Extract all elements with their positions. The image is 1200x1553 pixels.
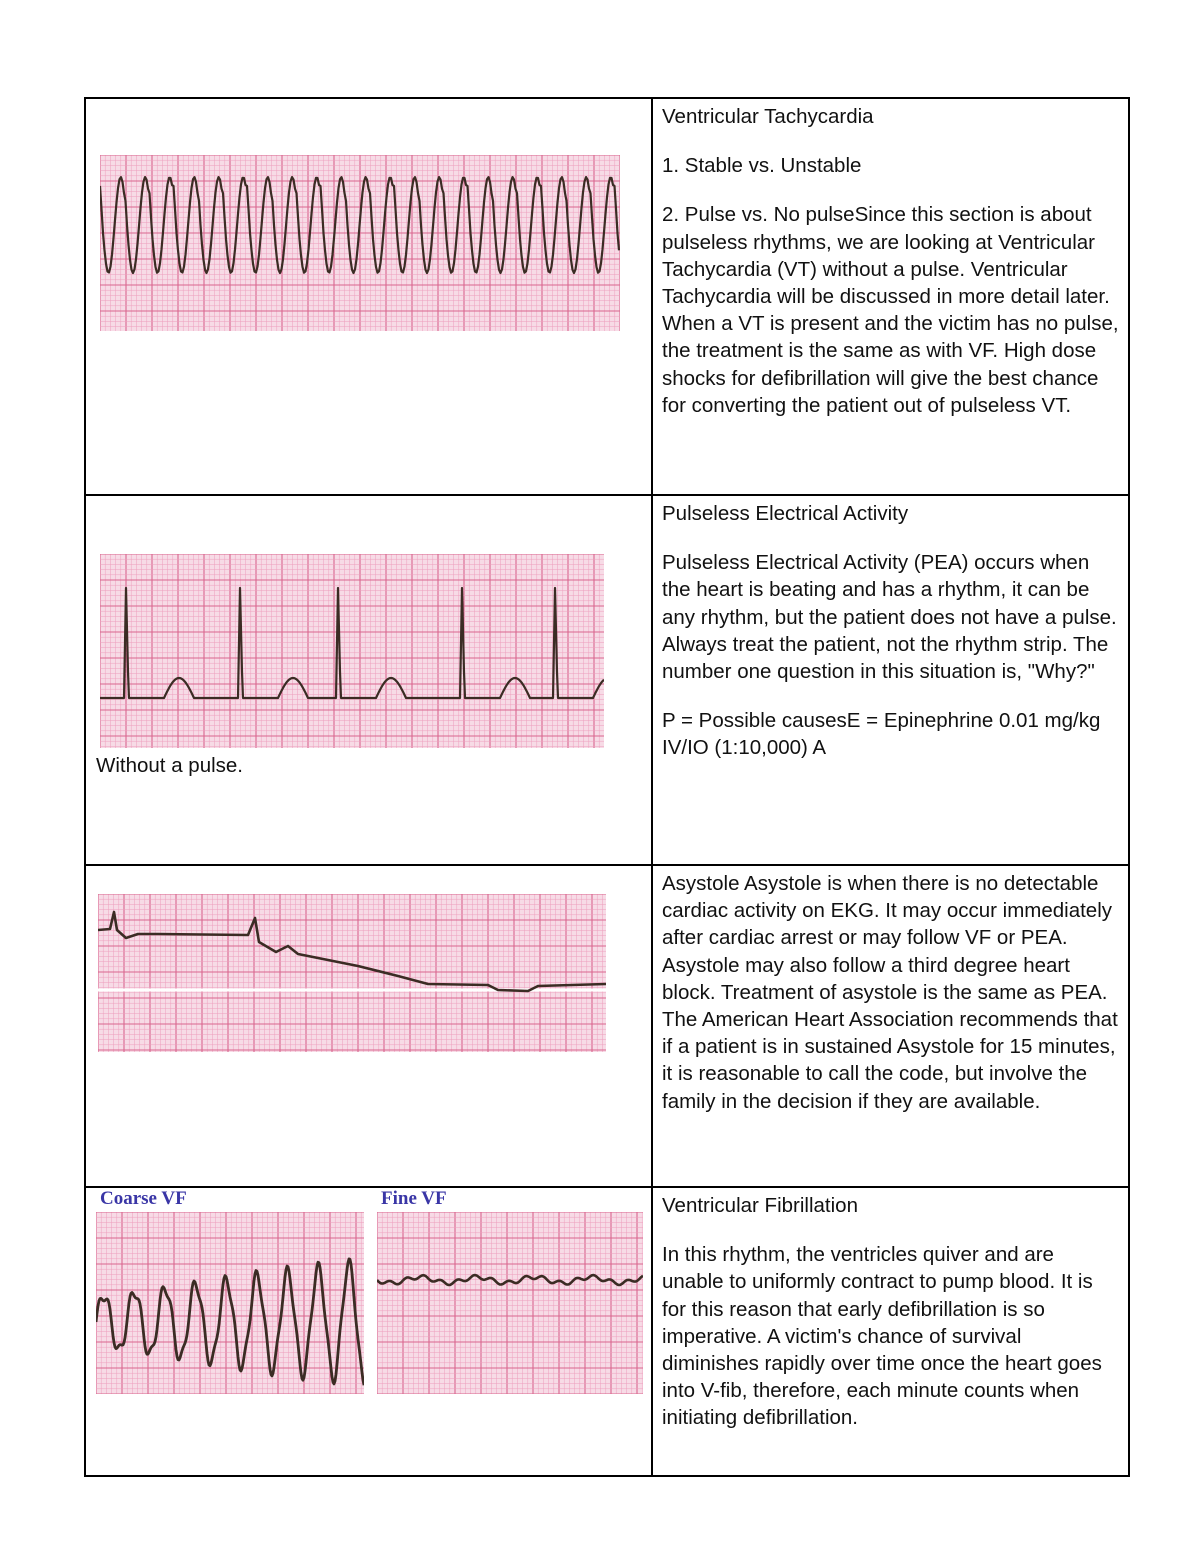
table-row-vf xyxy=(86,1188,1128,1475)
rhythm-table xyxy=(84,97,1130,1477)
fine-vf-strip xyxy=(377,1212,643,1394)
pea-text-cell xyxy=(653,496,1128,864)
vt-ekg-strip xyxy=(100,155,620,331)
pea-title: Pulseless Electrical Activity xyxy=(662,502,909,525)
pea-description: Pulseless Electrical Activity (PEA) occurs when the heart is beating and has a rhythm, it can be any rhythm, but the patient does not have a pulse. Always treat the patient, not the rhythm strip. The number one question in this situation is, "Why?" xyxy=(662,551,1117,684)
vt-image-cell xyxy=(86,99,653,494)
vt-title: Ventricular Tachycardia xyxy=(662,105,874,128)
fine-vf-label: Fine VF xyxy=(381,1188,447,1209)
vt-text-cell xyxy=(653,99,1128,494)
asystole-description: Asystole Asystole is when there is no detectable cardiac activity on EKG. It may occur immediately after cardiac arrest or may follow VF or PEA. Asystole may also follow a third degree heart block. Treatment of asystole is the same as PEA. The American Heart Association recommends that if a patient is in sustained Asystole for 15 minutes, it is reasonable to call the code, but involve the family in the decision if they are available. xyxy=(662,872,1118,1113)
vf-text-cell xyxy=(653,1188,1128,1475)
table-row-asystole xyxy=(86,866,1128,1188)
pea-mnemonic: P = Possible causesE = Epinephrine 0.01 mg/kg IV/IO (1:10,000) A xyxy=(662,709,1101,760)
vf-image-cell xyxy=(86,1188,653,1475)
asystole-image-cell xyxy=(86,866,653,1186)
pea-ekg-strip xyxy=(100,554,604,748)
vt-point-1: 1. Stable vs. Unstable xyxy=(662,154,862,178)
asystole-text-cell xyxy=(653,866,1128,1186)
coarse-vf-strip xyxy=(96,1212,364,1394)
table-row-pea xyxy=(86,496,1128,866)
table-row-vt xyxy=(86,99,1128,496)
coarse-vf-label: Coarse VF xyxy=(100,1188,187,1209)
asystole-ekg-strip xyxy=(98,894,606,1052)
vf-title: Ventricular Fibrillation xyxy=(662,1194,858,1217)
pea-image-cell xyxy=(86,496,653,864)
vt-point-2: 2. Pulse vs. No pulseSince this section is about pulseless rhythms, we are looking at Ventricular Tachycardia (VT) without a pulse. Ventricular Tachycardia will be discussed in more detail later. When a VT is present and the victim has no pulse, the treatment is the same as with VF. High dose shocks for defibrillation will give the best chance for converting the patient out of pulseless VT. xyxy=(662,203,1119,417)
vf-description: In this rhythm, the ventricles quiver and are unable to uniformly contract to pump blood. It is for this reason that early defibrillation is so imperative. A victim's chance of survival diminishes rapidly over time once the heart goes into V-fib, therefore, each minute counts when initiating defibrillation. xyxy=(662,1243,1102,1430)
pea-caption: Without a pulse. xyxy=(96,754,243,777)
